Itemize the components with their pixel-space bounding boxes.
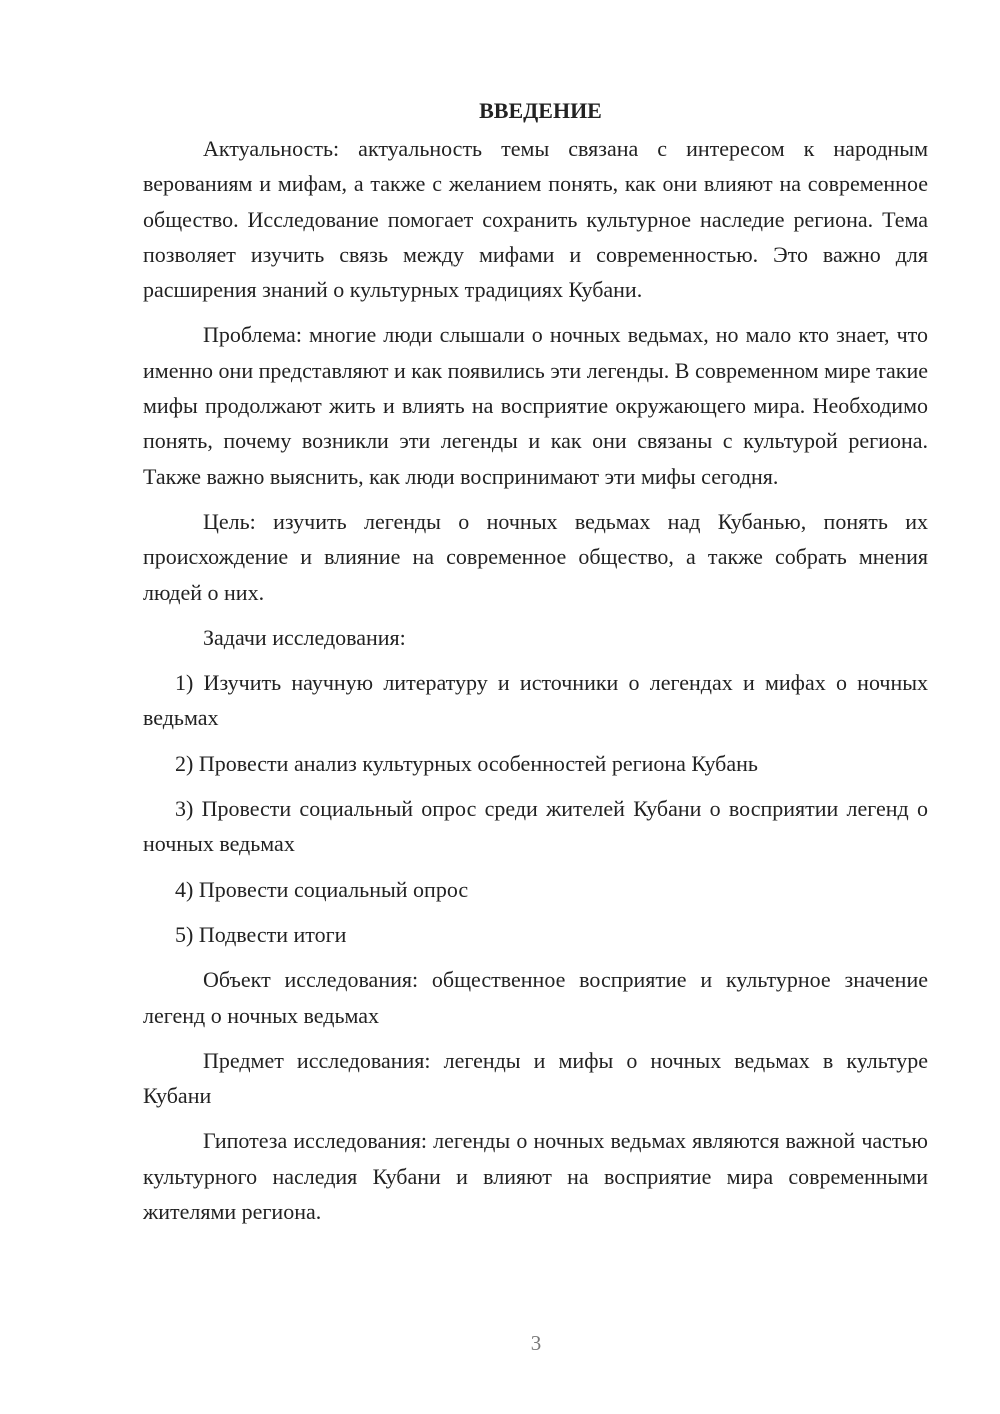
task-item-1: 1) Изучить научную литературу и источники о легендах и мифах о ночных ведьмах [143, 670, 928, 731]
task-item-4: 4) Провести социальный опрос [175, 876, 469, 902]
actuality-paragraph: Актуальность: актуальность темы связана с интересом к народным верованиям и мифам, а также с желанием понять, как они влияют на современное общество. Исследование помогает сохранить культурное наследие региона. Тема позволяет изучить связь между мифами и современностью. Это важно для расширения знаний о культурных традициях Кубани. [143, 136, 928, 303]
tasks-heading: Задачи исследования: [203, 624, 406, 650]
task-item-5: 5) Подвести итоги [175, 921, 347, 947]
subject-paragraph: Предмет исследования: легенды и мифы о ночных ведьмах в культуре Кубани [143, 1047, 928, 1109]
hypothesis-paragraph: Гипотеза исследования: легенды о ночных ведьмах являются важной частью культурного наследия Кубани и влияют на восприятие мира современными жителями региона. [143, 1128, 928, 1225]
task-item-2: 2) Провести анализ культурных особенностей региона Кубань [175, 750, 758, 776]
goal-paragraph: Цель: изучить легенды о ночных ведьмах над Кубанью, понять их происхождение и влияние на современное общество, а также собрать мнения людей о них. [143, 508, 928, 605]
section-title: ВВЕДЕНИЕ [479, 98, 602, 123]
page-content [143, 96, 928, 1239]
page-number: 3 [530, 1331, 542, 1355]
problem-paragraph: Проблема: многие люди слышали о ночных ведьмах, но мало кто знает, что именно они представляют и как появились эти легенды. В современном мире такие мифы продолжают жить и влиять на восприятие окружающего мира. Необходимо понять, почему возникли эти легенды и как они связаны с культурой региона. Также важно выяснить, как люди воспринимают эти мифы сегодня. [143, 322, 928, 489]
object-paragraph: Объект исследования: общественное восприятие и культурное значение легенд о ночных ведьмах [143, 967, 928, 1028]
task-item-3: 3) Провести социальный опрос среди жителей Кубани о восприятии легенд о ночных ведьмах [143, 796, 928, 857]
